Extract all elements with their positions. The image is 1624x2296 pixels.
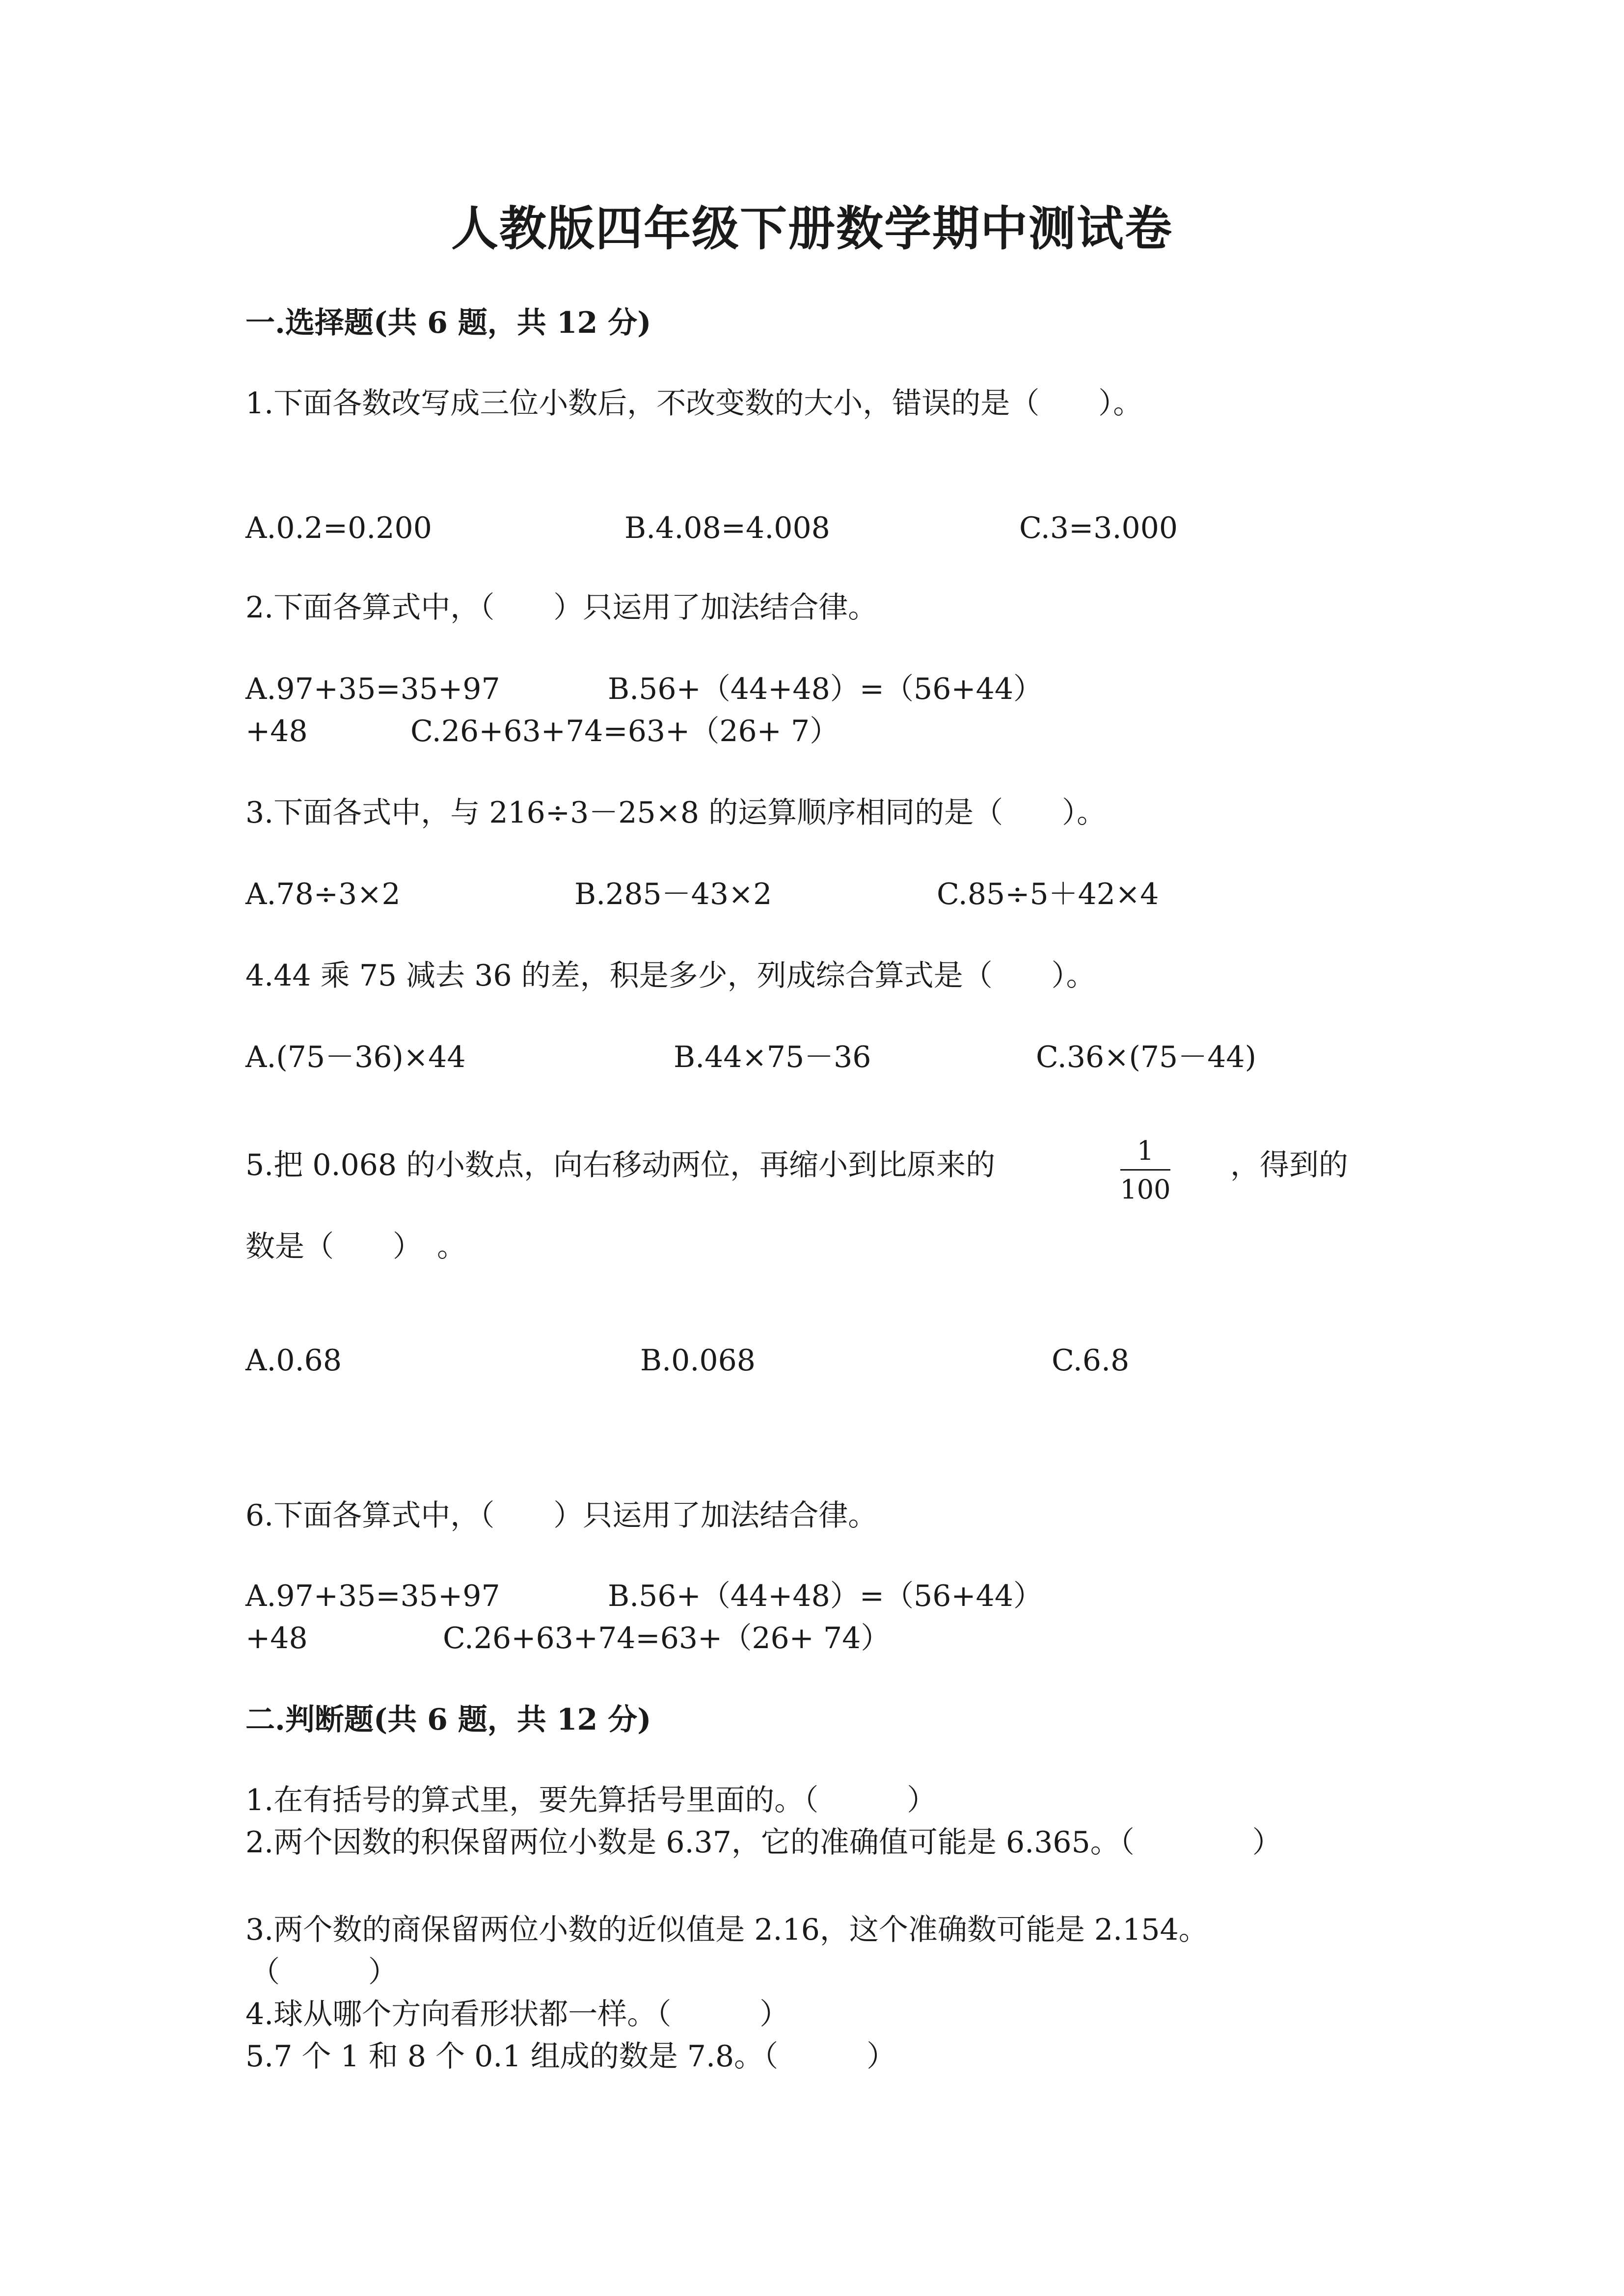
question-2-option-a: A.97+35=35+97 — [245, 672, 500, 706]
question-4-option-c: C.36×(75－44) — [1036, 1040, 1256, 1074]
question-5-option-c: C.6.8 — [1052, 1343, 1130, 1378]
question-1-option-c: C.3=3.000 — [1019, 511, 1178, 545]
question-3-stem: 3.下面各式中，与 216÷3－25×8 的运算顺序相同的是（ ）。 — [245, 796, 1107, 830]
judgement-item-4: 4.球从哪个方向看形状都一样。（ ） — [245, 1997, 789, 2031]
question-5-option-b: B.0.068 — [640, 1343, 756, 1378]
question-5-stem-part1: 5.把 0.068 的小数点，向右移动两位，再缩小到比原来的 — [245, 1148, 996, 1182]
question-6-stem: 6.下面各算式中，（ ）只运用了加法结合律。 — [245, 1498, 878, 1533]
question-5-stem-line2: 数是（ ） 。 — [245, 1229, 466, 1264]
judgement-item-5: 5.7 个 1 和 8 个 0.1 组成的数是 7.8。（ ） — [245, 2039, 896, 2074]
question-6-option-b-continued: +48 — [245, 1621, 308, 1655]
question-5-stem-part2: ，得到的 — [1230, 1148, 1348, 1182]
fraction-bar — [1120, 1169, 1170, 1171]
question-2-option-c: C.26+63+74=63+（26+ 7） — [410, 714, 839, 748]
question-3-option-b: B.285－43×2 — [574, 877, 772, 911]
fraction-one-hundredth — [1118, 1135, 1172, 1205]
judgement-item-3: 3.两个数的商保留两位小数的近似值是 2.16，这个准确数可能是 2.154。 — [245, 1913, 1208, 1947]
page-title: 人教版四年级下册数学期中测试卷 — [451, 201, 1173, 256]
question-2-option-b-continued: +48 — [245, 714, 308, 748]
question-1-option-b: B.4.08=4.008 — [624, 511, 830, 545]
question-4-option-b: B.44×75－36 — [674, 1040, 871, 1074]
question-6-option-b: B.56+（44+48）=（56+44） — [608, 1579, 1043, 1613]
question-2-option-b: B.56+（44+48）=（56+44） — [608, 672, 1043, 706]
judgement-item-2: 2.两个因数的积保留两位小数是 6.37，它的准确值可能是 6.365。（ ） — [245, 1825, 1282, 1860]
question-6-option-a: A.97+35=35+97 — [245, 1579, 500, 1613]
judgement-item-3-blank: （ ） — [250, 1955, 398, 1989]
question-5-option-a: A.0.68 — [245, 1343, 342, 1378]
question-6-option-c: C.26+63+74=63+（26+ 74） — [443, 1621, 891, 1655]
question-1-option-a: A.0.2=0.200 — [245, 511, 432, 545]
question-2-stem: 2.下面各算式中，（ ）只运用了加法结合律。 — [245, 590, 878, 625]
section-heading-judgement: 二.判断题(共 6 题，共 12 分) — [245, 1703, 651, 1737]
judgement-item-1: 1.在有括号的算式里，要先算括号里面的。（ ） — [245, 1783, 937, 1817]
fraction-denominator: 100 — [1120, 1174, 1171, 1205]
question-4-stem: 4.44 乘 75 减去 36 的差，积是多少，列成综合算式是（ ）。 — [245, 959, 1096, 993]
question-3-option-a: A.78÷3×2 — [245, 877, 401, 911]
question-3-option-c: C.85÷5＋42×4 — [937, 877, 1159, 911]
question-4-option-a: A.(75－36)×44 — [245, 1040, 466, 1074]
section-heading-choice: 一.选择题(共 6 题，共 12 分) — [245, 306, 651, 340]
question-1-stem: 1.下面各数改写成三位小数后，不改变数的大小，错误的是（ ）。 — [245, 386, 1143, 421]
fraction-numerator: 1 — [1137, 1135, 1154, 1166]
